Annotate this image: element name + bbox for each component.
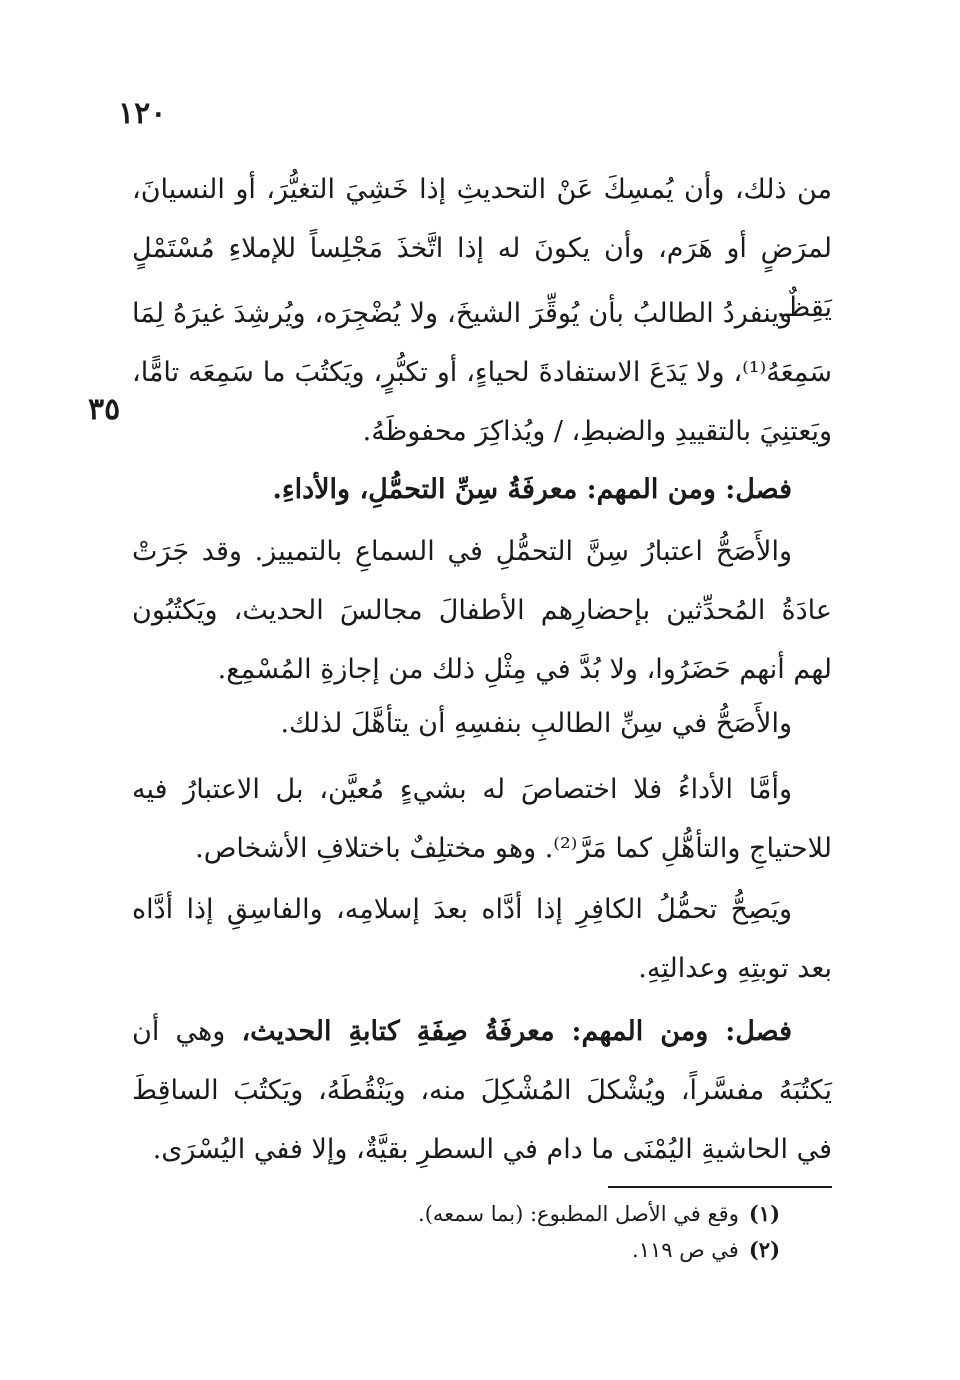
main-text-block	[132, 284, 832, 461]
paragraph-body: وهي أن يَكتُبَهُ مفسَّراً، ويُشْكلَ المُشْكِلَ منه، ويَنْقُطَهُ، ويَكتُبَ الساقِطَ في الحاشيةِ اليُمْنَى ما دام في السطرِ بقيَّةٌ، وإلا ففي اليُسْرَى.	[132, 1016, 832, 1165]
paragraph-continuation: من ذلك، وأن يُمسِكَ عَنْ التحديثِ إذا خَشِيَ التغيُّرَ، أو النسيانَ، لمرَضٍ أو هَرَم، وأن يكونَ له إذا اتَّخذَ مَجْلِساً للإملاءِ مُسْتَمْلٍ يَقِظٌ.	[132, 174, 832, 323]
main-text-block	[132, 522, 832, 699]
main-text-block	[132, 880, 832, 998]
main-text-block	[132, 694, 832, 753]
paragraph	[132, 1002, 832, 1179]
main-text-block	[132, 760, 832, 878]
footnote	[380, 1232, 780, 1268]
section-heading: فصل: ومن المهم: معرفَةُ سِنِّ التحمُّلِ، والأداءِ.	[272, 474, 792, 505]
footnote-marker: (١)	[748, 1201, 780, 1226]
margin-reference-number: ٣٥	[88, 392, 121, 427]
main-text-block	[132, 1002, 832, 1179]
paragraph: ويَصِحُّ تحمُّلُ الكافِرِ إذا أدَّاه بعدَ إسلامِه، والفاسِقِ إذا أدَّاه بعد توبتِهِ وعدالتِهِ.	[132, 894, 832, 984]
main-text-block	[132, 460, 832, 519]
footnotes	[380, 1196, 780, 1268]
footnote-marker: (٢)	[748, 1237, 780, 1262]
paragraph: وأمَّا الأداءُ فلا اختصاصَ له بشيءٍ مُعيَّن، بل الاعتبارُ فيه للاحتياجِ والتأهُّلِ كما مَرَّ⁽²⁾. وهو مختلِفٌ باختلافِ الأشخاص.	[132, 774, 832, 864]
footnote-text: وقع في الأصل المطبوع: (بما سمعه).	[418, 1202, 739, 1226]
footnote	[380, 1196, 780, 1232]
footnote-divider	[608, 1186, 832, 1188]
paragraph: وينفردُ الطالبُ بأن يُوقِّرَ الشيخَ، ولا يُضْجِرَه، ويُرشِدَ غيرَهُ لِمَا سَمِعَهُ⁽¹⁾، ولا يَدَعَ الاستفادةَ لحياءٍ، أو تكبُّرٍ، ويَكتُبَ ما سَمِعَه تامًّا، ويَعتنِيَ بالتقييدِ والضبطِ، / ويُذاكِرَ محفوظَهُ.	[132, 298, 832, 447]
paragraph: والأَصَحُّ في سِنِّ الطالبِ بنفسِهِ أن يتأهَّلَ لذلك.	[280, 708, 792, 739]
section-heading: فصل: ومن المهم: معرفَةُ صِفَةِ كتابةِ الحديث،	[241, 1016, 792, 1047]
paragraph: والأَصَحُّ اعتبارُ سِنَّ التحمُّلِ في السماعِ بالتمييز. وقد جَرَتْ عادَةُ المُحدِّثين بإحضارِهم الأطفالَ مجالسَ الحديث، ويَكتُبُون لهم أنهم حَضَرُوا، ولا بُدَّ في مِثْلِ ذلك من إجازةِ المُسْمِع.	[132, 536, 832, 685]
footnote-text: في ص ١١٩.	[632, 1238, 739, 1262]
page-number: ١٢٠	[118, 96, 167, 131]
